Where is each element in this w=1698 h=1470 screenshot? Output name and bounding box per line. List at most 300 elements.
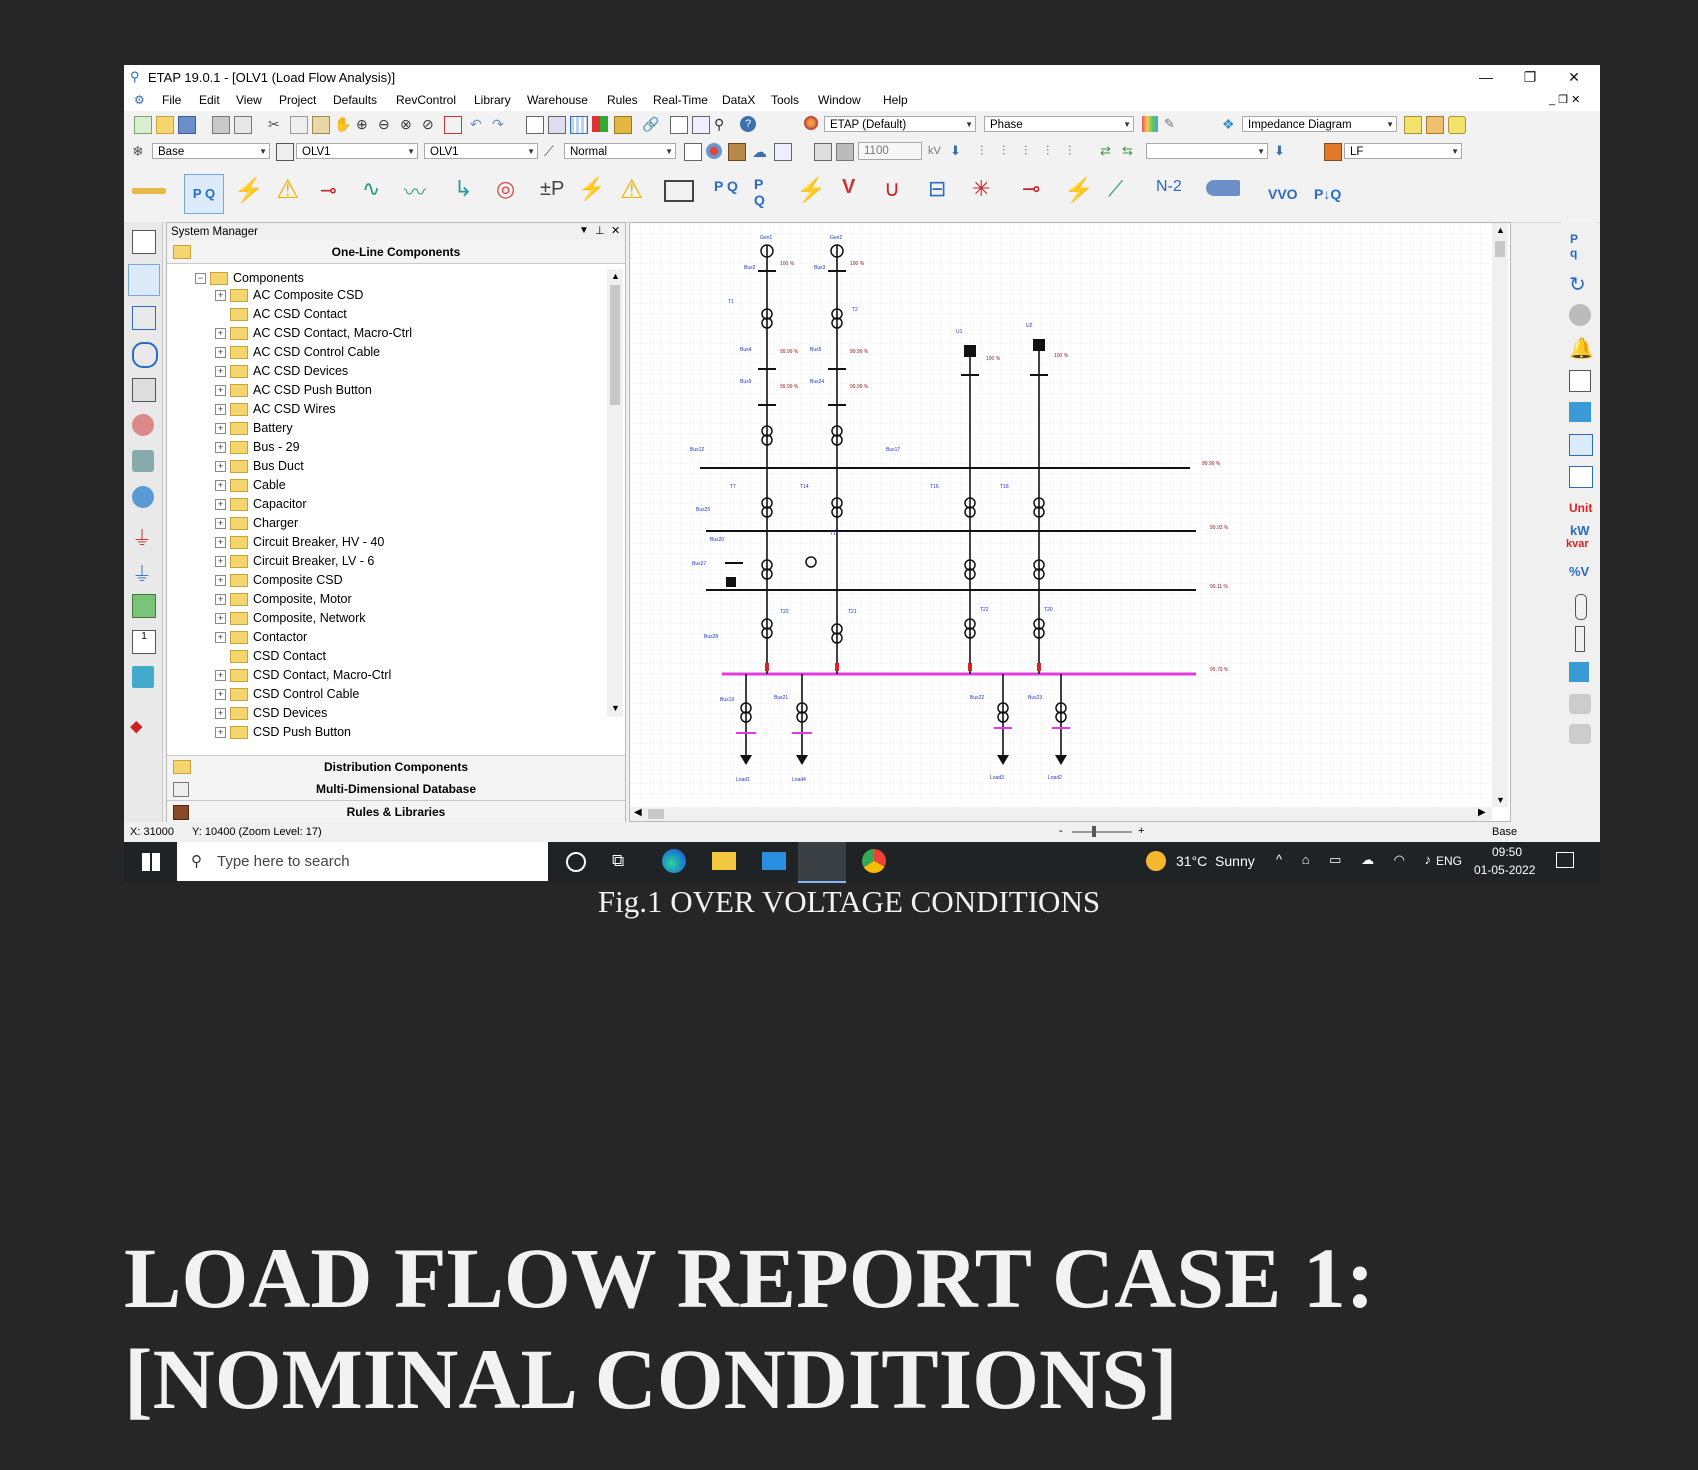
scroll-down-icon[interactable]: ▼ — [1496, 795, 1505, 805]
folder-icon — [230, 479, 248, 492]
zoom-window-icon[interactable]: ⊘ — [422, 116, 434, 132]
one-line-components-header[interactable] — [167, 241, 625, 264]
multi-dimensional-database-header[interactable] — [167, 778, 625, 801]
lock-icon[interactable] — [614, 116, 632, 134]
magnet-icon[interactable]: ∪ — [884, 176, 901, 201]
menu-bar — [124, 89, 1600, 111]
tree-item[interactable] — [215, 457, 304, 476]
tree-root-label: Components — [233, 271, 304, 285]
svg-text:Gen2: Gen2 — [830, 235, 843, 241]
grid-icon[interactable] — [570, 116, 588, 134]
close-button[interactable]: ✕ — [1568, 69, 1580, 85]
tree-item[interactable] — [215, 305, 347, 324]
curve-icon[interactable]: ↳ — [454, 176, 473, 201]
report-manager-icon[interactable] — [670, 116, 688, 134]
language-indicator[interactable]: ENG — [1436, 854, 1463, 868]
menu-datax[interactable]: DataX — [722, 93, 756, 107]
presentation-value: Base — [158, 146, 185, 158]
zoom-out-icon[interactable]: ⊖ — [378, 116, 390, 132]
folder-icon — [230, 574, 248, 587]
distribution-components-header[interactable] — [167, 755, 625, 779]
help-icon[interactable]: ? — [740, 116, 756, 132]
phase-combo-value: Phase — [990, 119, 1023, 131]
print-preview-icon[interactable] — [234, 116, 252, 134]
phase-combo[interactable] — [984, 116, 1134, 132]
relay-icon[interactable] — [132, 378, 156, 402]
rules-libraries-label: Rules & Libraries — [346, 805, 446, 819]
svg-text:Bus21: Bus21 — [774, 695, 789, 701]
menu-window[interactable]: Window — [818, 93, 861, 107]
svg-text:99.93 %: 99.93 % — [1210, 525, 1229, 531]
element-icon[interactable] — [1575, 626, 1585, 652]
redo-icon[interactable]: ↷ — [492, 116, 504, 132]
pq-down-label[interactable]: P↓Q — [1314, 186, 1342, 202]
eraser-icon[interactable] — [836, 143, 854, 161]
mode-combo[interactable] — [564, 143, 676, 159]
expand-icon[interactable]: + — [215, 461, 226, 472]
dumbbell-icon[interactable] — [132, 414, 154, 436]
etap-preset-icon — [804, 116, 818, 130]
menu-edit[interactable]: Edit — [199, 93, 220, 107]
align-2-icon[interactable]: ⫶ — [1002, 143, 1006, 158]
zoom-plus-button[interactable]: + — [1138, 825, 1145, 837]
menu-rules[interactable]: Rules — [607, 93, 638, 107]
kv-field-value: 1100 — [864, 145, 889, 157]
hist-1-icon[interactable] — [1569, 694, 1591, 714]
report-icon[interactable] — [1569, 370, 1591, 392]
chevron-down-icon: ▼ — [1451, 147, 1459, 156]
revision-value: OLV1 — [302, 146, 331, 158]
hyperlink-icon[interactable]: 🔗 — [642, 116, 660, 132]
tree-item[interactable] — [215, 476, 286, 495]
svg-text:Bus9: Bus9 — [740, 379, 752, 385]
tree-item-label: CSD Devices — [253, 706, 328, 720]
diagram-hscroll[interactable] — [630, 807, 1492, 821]
kvar-button[interactable]: kvar — [1566, 538, 1589, 550]
mode-value: Normal — [570, 146, 608, 158]
folder-icon — [230, 612, 248, 625]
expand-icon[interactable]: + — [215, 442, 226, 453]
node-icon[interactable] — [1575, 594, 1587, 620]
contingency-icon[interactable]: ✳ — [972, 176, 991, 201]
pan-icon[interactable]: ✋ — [334, 116, 352, 132]
pencil-icon[interactable] — [132, 188, 166, 194]
svg-text:Bus19: Bus19 — [720, 697, 735, 703]
map-icon[interactable] — [132, 594, 156, 618]
folder-icon — [230, 289, 248, 302]
svg-text:99.11 %: 99.11 % — [1210, 584, 1228, 590]
taskbar-search[interactable] — [177, 842, 548, 881]
cortana-icon[interactable] — [566, 852, 586, 872]
network-icon[interactable]: ⬥ — [130, 716, 143, 736]
scroll-left-icon[interactable]: ◀ — [634, 807, 642, 818]
refresh-icon[interactable]: ↻ — [1569, 274, 1586, 296]
svg-text:Bus27: Bus27 — [692, 561, 707, 567]
svg-text:100 %: 100 % — [850, 261, 865, 267]
new-icon[interactable] — [134, 116, 152, 134]
weather-text[interactable]: 31°C Sunny — [1176, 853, 1255, 869]
table-pq-icon[interactable] — [1569, 662, 1589, 682]
trash-icon[interactable] — [132, 666, 154, 688]
svg-text:Bus5: Bus5 — [810, 347, 822, 353]
clock-date[interactable]: 01-05-2022 — [1474, 863, 1536, 877]
note-icon[interactable] — [1404, 116, 1422, 134]
weather-icon[interactable] — [1146, 851, 1166, 871]
expand-icon[interactable]: + — [215, 366, 226, 377]
pin-icon[interactable]: ⊥ — [595, 225, 605, 237]
switch-icon[interactable]: ⊸ — [1022, 176, 1041, 201]
expand-icon[interactable]: + — [215, 404, 226, 415]
impedance-diagram-icon: ❖ — [1222, 116, 1235, 132]
pv-button[interactable]: %V — [1569, 564, 1590, 579]
pq-v-icon[interactable]: P q — [1570, 232, 1579, 260]
expand-icon[interactable]: + — [215, 670, 226, 681]
hist-2-icon[interactable] — [1569, 724, 1591, 744]
diagram-vscroll[interactable] — [1492, 223, 1508, 807]
align-5-icon[interactable]: ⫶ — [1068, 143, 1072, 158]
paste-icon[interactable] — [312, 116, 330, 134]
lightning-icon[interactable]: ⚡ — [234, 177, 264, 204]
zoom-in-icon[interactable]: ⊕ — [356, 116, 368, 132]
expand-icon[interactable]: + — [215, 328, 226, 339]
tree-item-label: Capacitor — [253, 497, 307, 511]
globe-icon[interactable] — [132, 486, 154, 508]
arrow-down-blue-icon[interactable]: ⬇ — [1274, 143, 1285, 158]
tree-item-label: CSD Push Button — [253, 725, 351, 739]
menu-project[interactable]: Project — [279, 93, 317, 107]
folder-icon — [230, 650, 248, 663]
dropdown-icon[interactable]: ▼ — [579, 225, 589, 236]
svg-text:95.79 %: 95.79 % — [1210, 667, 1229, 673]
menu-real-time[interactable]: Real-Time — [653, 93, 708, 107]
undo-icon[interactable]: ↶ — [470, 116, 482, 132]
tree-item[interactable] — [215, 685, 359, 704]
warning-icon[interactable]: ⚠ — [276, 174, 300, 204]
one-line-components-label: One-Line Components — [331, 245, 461, 259]
pq-icon[interactable]: P Q — [714, 178, 738, 194]
menu-file[interactable]: File — [162, 93, 182, 107]
zoom-slider[interactable] — [1072, 831, 1132, 833]
menu-library[interactable]: Library — [474, 93, 511, 107]
tree-item[interactable] — [215, 571, 343, 590]
stop-icon[interactable] — [1569, 304, 1591, 326]
tree-item-label: Cable — [253, 478, 286, 492]
continuity-icon[interactable] — [592, 116, 608, 132]
tree-item[interactable] — [215, 381, 372, 400]
svg-text:T20: T20 — [1044, 607, 1053, 613]
chrome-icon[interactable] — [862, 849, 886, 873]
svg-text:Load1: Load1 — [736, 777, 750, 783]
optimal-pf-icon[interactable]: P Q — [754, 176, 765, 208]
tree-scrollbar[interactable] — [607, 269, 623, 717]
color-theme-icon[interactable] — [1142, 116, 1158, 132]
expand-icon[interactable]: + — [215, 290, 226, 301]
ground-icon[interactable]: ⏚ — [132, 528, 152, 550]
tree-item[interactable] — [215, 343, 380, 362]
expand-icon[interactable]: + — [215, 613, 226, 624]
tree-item[interactable] — [215, 362, 348, 381]
task-view-icon[interactable]: ⧉ — [612, 851, 625, 870]
clock-icon[interactable] — [1569, 466, 1593, 488]
tree-item[interactable] — [215, 400, 336, 419]
tree-item[interactable] — [215, 704, 327, 723]
cut-icon[interactable]: ✂ — [268, 116, 280, 132]
menu-warehouse[interactable]: Warehouse — [527, 93, 588, 107]
expand-icon[interactable]: + — [215, 499, 226, 510]
folder-icon — [230, 384, 248, 397]
tree-item[interactable] — [215, 628, 307, 647]
scroll-up-icon[interactable]: ▲ — [611, 271, 620, 281]
tree-item[interactable] — [215, 647, 326, 666]
tree-item[interactable] — [215, 590, 352, 609]
database-icon — [173, 782, 189, 797]
menu-defaults[interactable]: Defaults — [333, 93, 378, 107]
svg-text:Bus3: Bus3 — [814, 265, 826, 271]
expand-icon[interactable]: + — [215, 727, 226, 738]
folder-icon — [230, 308, 248, 321]
tree-item[interactable] — [215, 723, 351, 742]
scroll-right-icon[interactable]: ▶ — [1478, 807, 1486, 818]
diagram-type-combo[interactable] — [1242, 116, 1397, 132]
tree-item[interactable] — [215, 495, 307, 514]
align-1-icon[interactable]: ⫶ — [980, 143, 984, 158]
folder-icon — [230, 460, 248, 473]
sld-icon[interactable]: 1 — [132, 630, 156, 654]
svg-text:100 %: 100 % — [1054, 353, 1069, 359]
star-icon[interactable] — [132, 342, 158, 368]
tree-item[interactable] — [215, 419, 293, 438]
expand-icon[interactable]: + — [215, 480, 226, 491]
zoom-slider-thumb[interactable] — [1092, 826, 1096, 837]
tree-item[interactable] — [215, 552, 374, 571]
menu-revcontrol[interactable]: RevControl — [396, 93, 457, 107]
blank-combo[interactable] — [1146, 143, 1268, 159]
fault-icon[interactable]: ⚡ — [1064, 177, 1094, 204]
folder-icon — [230, 517, 248, 530]
scroll-thumb[interactable] — [1495, 241, 1505, 257]
copy-view-icon[interactable] — [684, 143, 702, 161]
tree-item[interactable] — [215, 438, 300, 457]
tree-item[interactable] — [215, 286, 363, 305]
library-icon[interactable] — [728, 143, 746, 161]
pen-icon[interactable]: ✎ — [1164, 116, 1175, 131]
svg-text:T7: T7 — [730, 484, 736, 490]
folder-icon — [230, 688, 248, 701]
expand-icon[interactable]: + — [215, 689, 226, 700]
arc-flash-icon[interactable]: ⚠ — [620, 174, 644, 204]
presentation-icon: ❄ — [132, 143, 144, 159]
status-bar — [124, 822, 1600, 842]
svg-text:Bus24: Bus24 — [810, 379, 825, 385]
control-diagram-icon[interactable] — [132, 306, 156, 330]
expand-icon[interactable]: + — [215, 575, 226, 586]
app-menu-icon[interactable]: ⚙ — [134, 93, 145, 107]
breaker-icon[interactable]: ⊸ — [320, 180, 337, 202]
menu-view[interactable]: View — [236, 93, 262, 107]
mdi-controls[interactable]: _ ❐ ✕ — [1549, 94, 1581, 106]
open-icon[interactable] — [156, 116, 174, 134]
tree-item-label: Bus - 29 — [253, 440, 300, 454]
tree-item[interactable] — [215, 609, 366, 628]
help-note-icon[interactable] — [1569, 402, 1591, 422]
pm-lightning-icon[interactable]: ⚡ — [578, 176, 606, 201]
alert-icon[interactable]: 🔔 — [1569, 338, 1594, 360]
pm-label[interactable]: ±P — [540, 178, 565, 200]
windows-start-icon[interactable] — [142, 853, 160, 871]
ground-grid-icon[interactable]: ⚡ — [796, 177, 826, 204]
toolbox-icon — [1324, 143, 1342, 161]
tree-item[interactable] — [215, 324, 412, 343]
zoom-extents-icon[interactable] — [444, 116, 462, 134]
expand-icon[interactable]: + — [215, 347, 226, 358]
mail-icon[interactable] — [762, 852, 786, 870]
minimize-button[interactable]: — — [1479, 69, 1493, 85]
clock-time[interactable]: 09:50 — [1492, 845, 1523, 859]
preset-combo[interactable] — [824, 116, 976, 132]
view-combo[interactable] — [424, 143, 538, 159]
tree-item-label: Charger — [253, 516, 299, 530]
project-view-icon[interactable] — [132, 230, 156, 254]
collapse-icon[interactable]: − — [195, 273, 206, 284]
menu-tools[interactable]: Tools — [771, 93, 800, 107]
search-icon: ⚲ — [191, 853, 202, 870]
scroll-up-icon[interactable]: ▲ — [1496, 225, 1505, 235]
svg-text:99.99 %: 99.99 % — [1202, 461, 1221, 467]
etap-logo-icon: ⚲ — [130, 69, 140, 84]
sync-all-icon[interactable]: ⇆ — [1122, 143, 1133, 158]
tree-item-label: AC CSD Devices — [253, 364, 349, 378]
revision-combo[interactable] — [296, 143, 418, 159]
cloud-icon[interactable]: ☁ — [752, 144, 767, 161]
chevron-down-icon: ▼ — [527, 147, 535, 156]
battery-icon[interactable] — [664, 180, 694, 202]
svg-text:Load3: Load3 — [990, 775, 1004, 781]
tree-item[interactable] — [215, 514, 298, 533]
folder-open-icon — [173, 245, 191, 259]
etap-taskbar-icon[interactable] — [798, 842, 846, 883]
n2-label[interactable]: N-2 — [1156, 178, 1182, 195]
distribution-components-label: Distribution Components — [324, 760, 468, 774]
scroll-thumb[interactable] — [648, 809, 664, 819]
unit-button[interactable]: Unit — [1569, 501, 1593, 515]
switching-icon[interactable]: ⟋ — [1108, 176, 1124, 201]
kw-button[interactable]: kW — [1570, 523, 1590, 538]
mv-icon[interactable] — [1569, 434, 1593, 456]
close-icon[interactable]: ✕ — [611, 225, 621, 237]
transformer-icon[interactable]: ⊟ — [928, 176, 947, 201]
folder-icon — [230, 441, 248, 454]
find-icon[interactable]: ⚲ — [714, 116, 725, 132]
folder-icon — [230, 593, 248, 606]
scroll-down-icon[interactable]: ▼ — [611, 703, 620, 713]
layers-icon[interactable] — [706, 143, 722, 159]
tree-item[interactable] — [215, 666, 391, 685]
expand-icon[interactable]: + — [215, 518, 226, 529]
tray-icons[interactable]: ^ ⌂ ▭ ☁ ◠ ♪ — [1276, 852, 1440, 867]
heading-line-1: LOAD FLOW REPORT CASE 1: — [124, 1230, 1375, 1326]
expand-icon[interactable]: + — [215, 537, 226, 548]
save-icon[interactable] — [178, 116, 196, 134]
cable-icon[interactable] — [132, 450, 154, 472]
svg-text:T1: T1 — [728, 299, 734, 305]
wave-icon[interactable]: ∿ — [362, 176, 381, 201]
expand-icon[interactable]: + — [215, 594, 226, 605]
menu-help[interactable]: Help — [883, 93, 908, 107]
heading-line-2: [NOMINAL CONDITIONS] — [124, 1331, 1178, 1427]
sync-icon[interactable]: ⇄ — [1100, 143, 1111, 158]
study-combo[interactable] — [1344, 143, 1462, 159]
svg-text:Bus28: Bus28 — [704, 634, 719, 640]
tree-item-label: CSD Contact, Macro-Ctrl — [253, 668, 392, 682]
presentation-combo[interactable] — [152, 143, 270, 159]
file-explorer-icon[interactable] — [712, 852, 736, 870]
bus-voltage-icon[interactable] — [814, 143, 832, 161]
zoom-minus-button[interactable]: - — [1059, 825, 1063, 837]
one-line-diagram[interactable] — [629, 222, 1511, 822]
svg-text:99.99 %: 99.99 % — [850, 349, 869, 355]
title-bar — [124, 65, 1600, 89]
vvo-label[interactable]: VVO — [1268, 186, 1298, 202]
expand-icon[interactable]: + — [215, 423, 226, 434]
expand-icon[interactable]: + — [215, 385, 226, 396]
expand-icon[interactable]: + — [215, 632, 226, 643]
zoom-fit-icon[interactable]: ⊗ — [400, 116, 412, 132]
chevron-down-icon: ▼ — [1386, 120, 1394, 129]
chevron-down-icon: ▼ — [259, 147, 267, 156]
tree-item-label: Composite, Motor — [253, 592, 352, 606]
annotation-icon[interactable] — [1426, 116, 1444, 134]
chevron-down-icon: ▼ — [965, 120, 973, 129]
calendar-icon[interactable] — [692, 116, 710, 134]
harmonic-icon[interactable]: 〰 — [404, 180, 427, 205]
align-4-icon[interactable]: ⫶ — [1046, 143, 1050, 158]
rules-libraries-header[interactable] — [167, 801, 625, 824]
notification-icon[interactable] — [1556, 852, 1574, 868]
svg-text:Bus2: Bus2 — [744, 265, 756, 271]
system-manager-header — [167, 223, 625, 242]
svg-text:Bus20: Bus20 — [710, 537, 725, 543]
svg-text:T2: T2 — [852, 307, 858, 313]
tree-item[interactable] — [215, 533, 384, 552]
kv-unit-label: kV — [928, 145, 941, 157]
text-box-icon[interactable] — [526, 116, 544, 134]
comment-icon[interactable] — [1448, 116, 1466, 134]
edge-icon[interactable] — [662, 849, 686, 873]
system-manager-panel — [166, 222, 626, 822]
print-icon[interactable] — [212, 116, 230, 134]
protection-icon[interactable]: ◎ — [496, 176, 516, 201]
tree-item-label: Bus Duct — [253, 459, 304, 473]
restore-button[interactable]: ❐ — [1523, 69, 1537, 85]
copy-icon[interactable] — [290, 116, 308, 134]
load-flow-run-icon[interactable]: P Q — [184, 174, 224, 214]
kv-field[interactable] — [858, 142, 922, 160]
window-title: ETAP 19.0.1 - [OLV1 (Load Flow Analysis)] — [148, 70, 396, 85]
align-3-icon[interactable]: ⫶ — [1024, 143, 1028, 158]
train-icon[interactable] — [1206, 180, 1240, 196]
one-line-icon[interactable] — [128, 264, 160, 296]
scroll-thumb[interactable] — [610, 285, 620, 405]
snapshot-icon[interactable] — [774, 143, 792, 161]
themes-icon[interactable] — [548, 116, 566, 134]
section-heading — [124, 1228, 1624, 1430]
arrow-down-icon[interactable]: ⬇ — [950, 143, 961, 158]
expand-icon[interactable]: + — [215, 708, 226, 719]
folder-icon — [210, 272, 228, 285]
expand-icon[interactable]: + — [215, 556, 226, 567]
dc-icon[interactable]: ⏚ — [132, 564, 152, 586]
voltage-icon[interactable]: V — [842, 176, 856, 198]
